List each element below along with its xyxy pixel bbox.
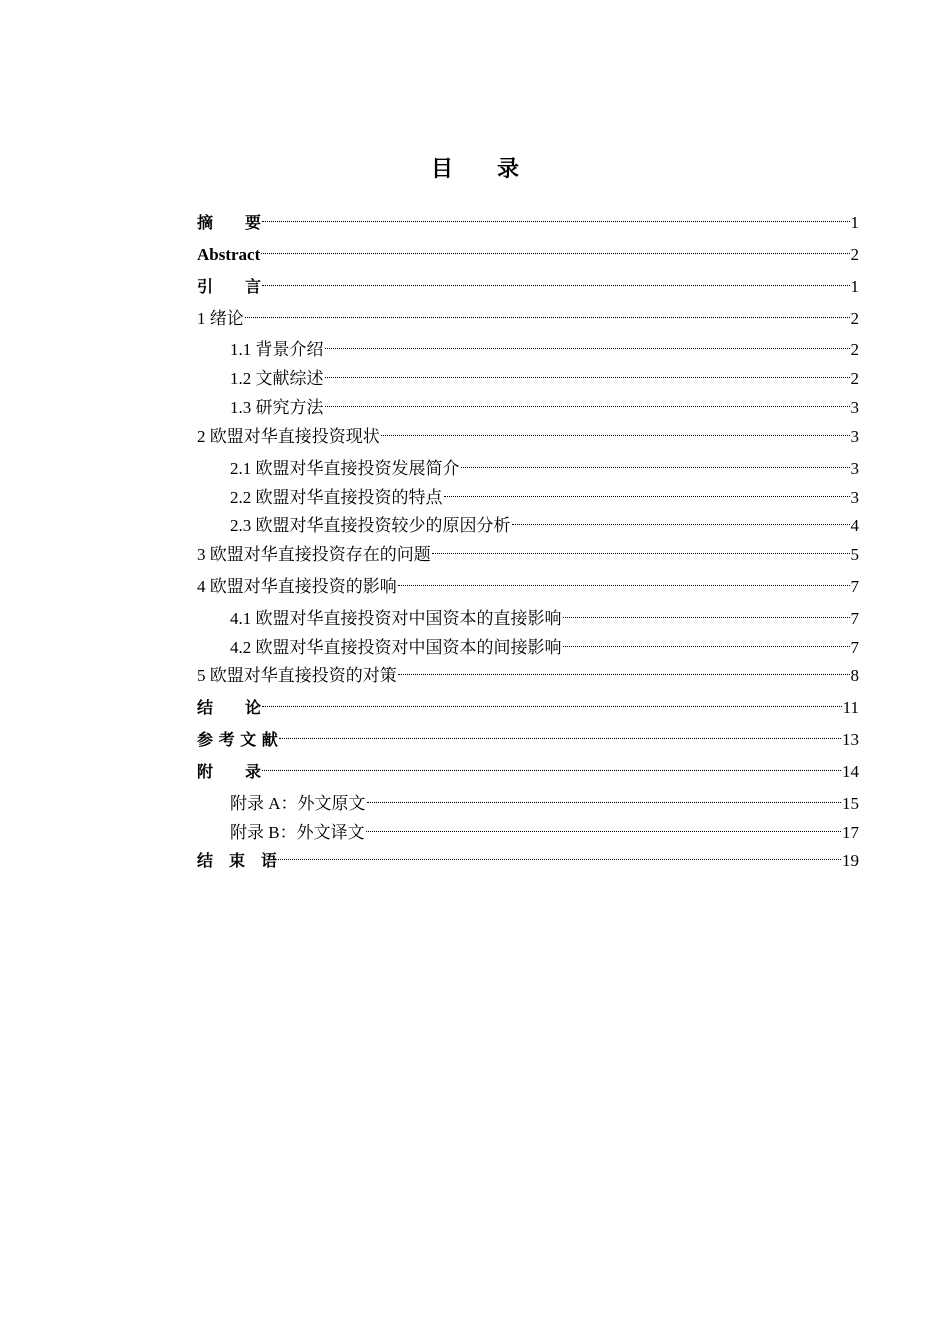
toc-dot-leader: [262, 753, 841, 777]
toc-entry[interactable]: [197, 300, 859, 328]
toc-entry-page: 2: [850, 309, 859, 328]
toc-entry-page: 8: [850, 666, 859, 685]
toc-entry[interactable]: [197, 657, 859, 685]
toc-entry-page: 2: [850, 369, 859, 388]
toc-entry-label: 摘 要: [197, 213, 262, 232]
toc-entry-page: 11: [842, 698, 859, 717]
page-title: 目 录: [430, 157, 519, 182]
toc-entry-page: 7: [850, 609, 859, 628]
toc-entry-page: 3: [850, 488, 859, 507]
toc-entry-page: 7: [850, 577, 859, 596]
toc-entry[interactable]: [197, 536, 859, 564]
toc-dot-leader: [262, 204, 849, 228]
toc-entry-label: 5 欧盟对华直接投资的对策: [197, 666, 397, 685]
toc-entry[interactable]: [197, 753, 859, 781]
toc-entry-label: 1.1 背景介绍: [230, 340, 324, 359]
toc-dot-leader: [461, 450, 850, 474]
toc-entry-page: 1: [850, 277, 859, 296]
toc-entry-label: 1.3 研究方法: [230, 398, 324, 417]
toc-entry[interactable]: [197, 360, 859, 388]
toc-entry[interactable]: [197, 268, 859, 296]
toc-entry[interactable]: [197, 331, 859, 359]
toc-dot-leader: [563, 600, 850, 624]
toc-entry-label: 2 欧盟对华直接投资现状: [197, 427, 380, 446]
toc-entry-page: 1: [850, 213, 859, 232]
toc-entry[interactable]: [197, 507, 859, 535]
toc-entry-label: Abstract: [197, 245, 261, 264]
toc-entry[interactable]: [197, 450, 859, 478]
toc-entry-label: 3 欧盟对华直接投资存在的问题: [197, 545, 431, 564]
toc-entry[interactable]: [197, 204, 859, 232]
toc-dot-leader: [245, 300, 850, 324]
toc-entry-page: 7: [850, 638, 859, 657]
toc-entry-page: 17: [842, 823, 859, 842]
toc-dot-leader: [278, 842, 841, 866]
toc-dot-leader: [325, 360, 850, 384]
toc-entry[interactable]: [197, 689, 859, 717]
toc-entry-page: 5: [850, 545, 859, 564]
toc-entry-page: 3: [850, 427, 859, 446]
toc-dot-leader: [279, 721, 841, 745]
toc-dot-leader: [366, 814, 841, 838]
toc-entry-page: 15: [842, 794, 859, 813]
toc-entry-page: 3: [850, 398, 859, 417]
toc-entry-label: 附录 A：外文原文: [230, 794, 366, 813]
toc-entry[interactable]: [197, 814, 859, 842]
toc-dot-leader: [398, 657, 850, 681]
toc-entry-page: 14: [842, 762, 859, 781]
toc-entry-label: 1.2 文献综述: [230, 369, 324, 388]
toc-entry-label: 2.3 欧盟对华直接投资较少的原因分析: [230, 516, 511, 535]
toc-entry-label: 参 考 文 献: [197, 730, 278, 749]
toc-entry[interactable]: [197, 568, 859, 596]
toc-entry[interactable]: [197, 600, 859, 628]
toc-entry-label: 4.2 欧盟对华直接投资对中国资本的间接影响: [230, 638, 562, 657]
toc-entry-label: 引 言: [197, 277, 262, 296]
toc-entry-label: 附录 B：外文译文: [230, 823, 365, 842]
toc-entry-label: 2.2 欧盟对华直接投资的特点: [230, 488, 443, 507]
toc-entry-page: 2: [850, 340, 859, 359]
toc-dot-leader: [325, 389, 850, 413]
toc-entry[interactable]: [197, 236, 859, 264]
toc-dot-leader: [261, 236, 849, 260]
toc-entry[interactable]: [197, 479, 859, 507]
toc-entry[interactable]: [197, 785, 859, 813]
toc-dot-leader: [381, 418, 850, 442]
toc-entry[interactable]: [197, 842, 859, 870]
toc-entry-page: 13: [842, 730, 859, 749]
toc-entry-page: 19: [842, 851, 859, 870]
toc-entry-label: 结 束 语: [197, 851, 278, 870]
toc-dot-leader: [512, 507, 850, 531]
toc-dot-leader: [432, 536, 850, 560]
toc-entry[interactable]: [197, 721, 859, 749]
toc-dot-leader: [444, 479, 850, 503]
toc-entry-label: 结 论: [197, 698, 262, 717]
toc-dot-leader: [262, 268, 849, 292]
toc-entry[interactable]: [197, 418, 859, 446]
toc-entry-label: 4 欧盟对华直接投资的影响: [197, 577, 397, 596]
toc-entry-page: 3: [850, 459, 859, 478]
toc-dot-leader: [367, 785, 841, 809]
toc-entry-label: 1 绪论: [197, 309, 244, 328]
toc-dot-leader: [398, 568, 850, 592]
toc-entry-label: 4.1 欧盟对华直接投资对中国资本的直接影响: [230, 609, 562, 628]
toc-entry-page: 4: [850, 516, 859, 535]
toc-entry[interactable]: [197, 389, 859, 417]
toc-entry[interactable]: [197, 629, 859, 657]
toc-entry-label: 2.1 欧盟对华直接投资发展简介: [230, 459, 460, 478]
toc-dot-leader: [563, 629, 850, 653]
toc-entry-page: 2: [850, 245, 859, 264]
toc-dot-leader: [262, 689, 842, 713]
toc-entry-label: 附 录: [197, 762, 262, 781]
toc-dot-leader: [325, 331, 850, 355]
